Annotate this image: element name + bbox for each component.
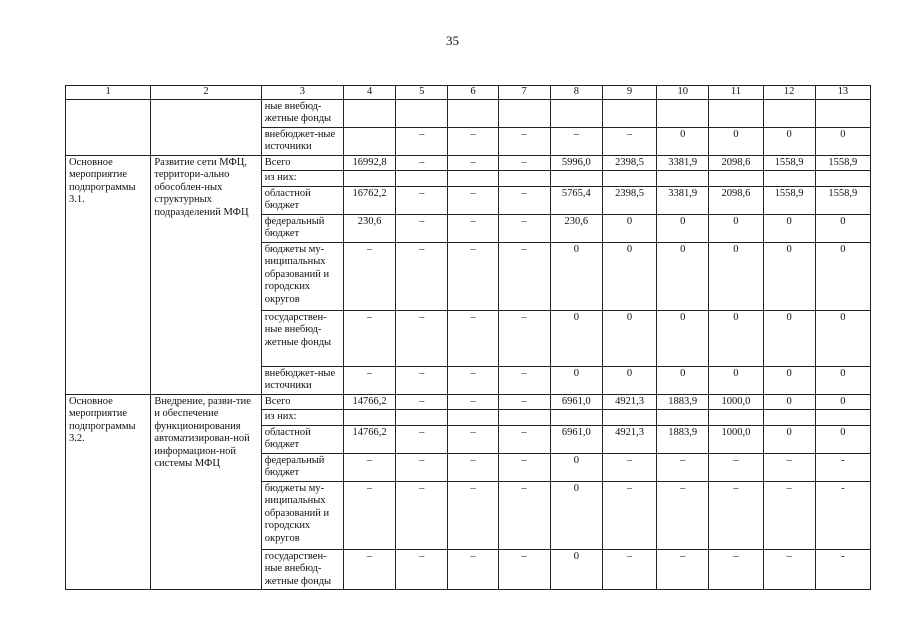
value-cell: 0 (763, 366, 815, 394)
value-cell: 0 (550, 453, 602, 481)
value-cell: 0 (657, 127, 709, 155)
value-cell (550, 410, 602, 426)
funding-source-cell: Всего (261, 155, 343, 171)
value-cell: 6961,0 (550, 425, 602, 453)
value-cell: – (498, 481, 550, 549)
value-cell: – (498, 394, 550, 410)
table-row (66, 394, 871, 410)
value-cell: – (657, 481, 709, 549)
value-cell: 0 (709, 366, 763, 394)
funding-source-cell: федеральный бюджет (261, 214, 343, 242)
value-cell: – (344, 366, 396, 394)
value-cell: – (396, 186, 448, 214)
value-cell: – (396, 481, 448, 549)
value-cell: 2098,6 (709, 155, 763, 171)
value-cell: 0 (763, 214, 815, 242)
table-row (66, 155, 871, 171)
value-cell: – (550, 127, 602, 155)
header-cell: 10 (657, 86, 709, 100)
funding-source-cell: государствен-ные внебюд-жетные фонды (261, 549, 343, 590)
value-cell: 0 (709, 214, 763, 242)
value-cell: – (448, 155, 498, 171)
value-cell: – (498, 549, 550, 590)
value-cell (396, 171, 448, 187)
value-cell (448, 410, 498, 426)
value-cell (498, 410, 550, 426)
value-cell: – (763, 481, 815, 549)
value-cell: - (815, 481, 870, 549)
value-cell: – (344, 549, 396, 590)
value-cell: 0 (763, 394, 815, 410)
value-cell (709, 410, 763, 426)
value-cell (344, 410, 396, 426)
header-cell: 9 (602, 86, 656, 100)
value-cell: 0 (602, 214, 656, 242)
value-cell: – (763, 453, 815, 481)
value-cell: – (448, 425, 498, 453)
header-cell: 3 (261, 86, 343, 100)
value-cell: – (498, 127, 550, 155)
value-cell: – (448, 394, 498, 410)
value-cell (815, 410, 870, 426)
value-cell: 0 (815, 310, 870, 366)
header-cell: 2 (151, 86, 261, 100)
value-cell: 14766,2 (344, 394, 396, 410)
funding-source-cell: из них: (261, 171, 343, 187)
value-cell: 0 (657, 366, 709, 394)
activity-name-cell (66, 99, 151, 155)
value-cell: 0 (550, 549, 602, 590)
value-cell: 1883,9 (657, 394, 709, 410)
value-cell (763, 99, 815, 127)
value-cell: – (344, 481, 396, 549)
value-cell: – (498, 453, 550, 481)
value-cell (344, 127, 396, 155)
value-cell: 5996,0 (550, 155, 602, 171)
value-cell: 1558,9 (763, 186, 815, 214)
funding-source-cell: ные внебюд-жетные фонды (261, 99, 343, 127)
value-cell (709, 99, 763, 127)
value-cell (709, 171, 763, 187)
value-cell (498, 99, 550, 127)
value-cell: 0 (763, 242, 815, 310)
value-cell: 2398,5 (602, 155, 656, 171)
value-cell: – (344, 453, 396, 481)
value-cell: 16992,8 (344, 155, 396, 171)
value-cell: 4921,3 (602, 394, 656, 410)
funding-source-cell: областной бюджет (261, 186, 343, 214)
value-cell: 0 (550, 481, 602, 549)
value-cell: – (396, 453, 448, 481)
value-cell: – (448, 186, 498, 214)
value-cell (602, 410, 656, 426)
funding-source-cell: бюджеты му-ниципальных образований и городских округов (261, 242, 343, 310)
value-cell: 0 (763, 310, 815, 366)
value-cell: 3381,9 (657, 155, 709, 171)
value-cell: 1558,9 (815, 155, 870, 171)
value-cell: - (815, 453, 870, 481)
value-cell: 0 (709, 127, 763, 155)
value-cell (657, 171, 709, 187)
activity-name-cell: Основное мероприятие подпрограммы 3.1. (66, 155, 151, 394)
header-cell: 13 (815, 86, 870, 100)
value-cell: – (396, 425, 448, 453)
value-cell: 1883,9 (657, 425, 709, 453)
value-cell: 0 (815, 214, 870, 242)
value-cell (763, 171, 815, 187)
activity-name-cell: Основное мероприятие подпрограммы 3.2. (66, 394, 151, 590)
value-cell: 0 (657, 310, 709, 366)
value-cell (344, 99, 396, 127)
header-cell: 12 (763, 86, 815, 100)
value-cell: – (709, 549, 763, 590)
value-cell (550, 99, 602, 127)
funding-source-cell: государствен-ные внебюд-жетные фонды (261, 310, 343, 366)
funding-source-cell: бюджеты му-ниципальных образований и городских округов (261, 481, 343, 549)
value-cell (498, 171, 550, 187)
value-cell: – (344, 242, 396, 310)
value-cell (448, 171, 498, 187)
value-cell: – (448, 453, 498, 481)
activity-description-cell: Внедрение, разви-тие и обеспечение функционирования автоматизирован-ной информацион-ной системы МФЦ (151, 394, 261, 590)
value-cell: – (709, 481, 763, 549)
page-number: 35 (446, 33, 459, 48)
value-cell: 1000,0 (709, 394, 763, 410)
value-cell: – (657, 549, 709, 590)
activity-description-cell (151, 99, 261, 155)
value-cell: – (498, 242, 550, 310)
value-cell: – (396, 394, 448, 410)
value-cell: 0 (550, 310, 602, 366)
value-cell: – (396, 310, 448, 366)
value-cell (657, 410, 709, 426)
funding-source-cell: федеральный бюджет (261, 453, 343, 481)
value-cell: – (344, 310, 396, 366)
header-cell: 8 (550, 86, 602, 100)
value-cell: 3381,9 (657, 186, 709, 214)
value-cell: – (396, 214, 448, 242)
value-cell: 0 (602, 366, 656, 394)
value-cell: 0 (550, 242, 602, 310)
value-cell (763, 410, 815, 426)
value-cell: – (396, 242, 448, 310)
value-cell: – (498, 310, 550, 366)
funding-source-cell: внебюджет-ные источники (261, 366, 343, 394)
value-cell (396, 410, 448, 426)
funding-source-cell: Всего (261, 394, 343, 410)
value-cell: 0 (815, 394, 870, 410)
value-cell: – (448, 242, 498, 310)
financing-table (65, 85, 871, 590)
header-cell: 7 (498, 86, 550, 100)
value-cell: – (448, 127, 498, 155)
value-cell: 0 (550, 366, 602, 394)
value-cell: 0 (763, 127, 815, 155)
value-cell: – (396, 155, 448, 171)
value-cell: – (602, 453, 656, 481)
table-row (66, 99, 871, 127)
value-cell: 0 (815, 366, 870, 394)
value-cell (396, 99, 448, 127)
value-cell: 230,6 (550, 214, 602, 242)
value-cell: 1558,9 (763, 155, 815, 171)
value-cell: – (498, 186, 550, 214)
value-cell: – (763, 549, 815, 590)
value-cell (344, 171, 396, 187)
header-cell: 6 (448, 86, 498, 100)
value-cell: – (448, 366, 498, 394)
value-cell: 5765,4 (550, 186, 602, 214)
value-cell: – (448, 214, 498, 242)
value-cell (602, 99, 656, 127)
value-cell: 0 (815, 242, 870, 310)
funding-source-cell: внебюджет-ные источники (261, 127, 343, 155)
value-cell: – (448, 549, 498, 590)
value-cell (602, 171, 656, 187)
value-cell (815, 171, 870, 187)
value-cell (550, 171, 602, 187)
value-cell: 0 (815, 425, 870, 453)
value-cell: – (657, 453, 709, 481)
value-cell (448, 99, 498, 127)
value-cell: 0 (657, 242, 709, 310)
value-cell: – (602, 127, 656, 155)
value-cell: – (396, 127, 448, 155)
value-cell: – (498, 425, 550, 453)
value-cell: – (448, 481, 498, 549)
activity-description-cell: Развитие сети МФЦ, территори-ально обособлен-ных структурных подразделений МФЦ (151, 155, 261, 394)
funding-source-cell: из них: (261, 410, 343, 426)
value-cell: 0 (709, 242, 763, 310)
value-cell: 1558,9 (815, 186, 870, 214)
header-cell: 4 (344, 86, 396, 100)
header-cell: 5 (396, 86, 448, 100)
value-cell: 6961,0 (550, 394, 602, 410)
value-cell: 0 (815, 127, 870, 155)
table-header-row (66, 86, 871, 100)
value-cell: – (498, 214, 550, 242)
value-cell: 1000,0 (709, 425, 763, 453)
value-cell: 2398,5 (602, 186, 656, 214)
value-cell: - (815, 549, 870, 590)
header-cell: 11 (709, 86, 763, 100)
value-cell: 14766,2 (344, 425, 396, 453)
value-cell: – (498, 366, 550, 394)
value-cell: 4921,3 (602, 425, 656, 453)
value-cell: – (709, 453, 763, 481)
header-cell: 1 (66, 86, 151, 100)
value-cell: – (602, 549, 656, 590)
value-cell: 16762,2 (344, 186, 396, 214)
value-cell: 0 (709, 310, 763, 366)
value-cell: – (396, 549, 448, 590)
value-cell: 230,6 (344, 214, 396, 242)
value-cell: – (602, 481, 656, 549)
value-cell: – (396, 366, 448, 394)
value-cell: – (448, 310, 498, 366)
value-cell: 0 (602, 310, 656, 366)
value-cell (815, 99, 870, 127)
value-cell: 2098,6 (709, 186, 763, 214)
value-cell (657, 99, 709, 127)
value-cell: 0 (602, 242, 656, 310)
value-cell: 0 (657, 214, 709, 242)
value-cell: 0 (763, 425, 815, 453)
value-cell: – (498, 155, 550, 171)
funding-source-cell: областной бюджет (261, 425, 343, 453)
